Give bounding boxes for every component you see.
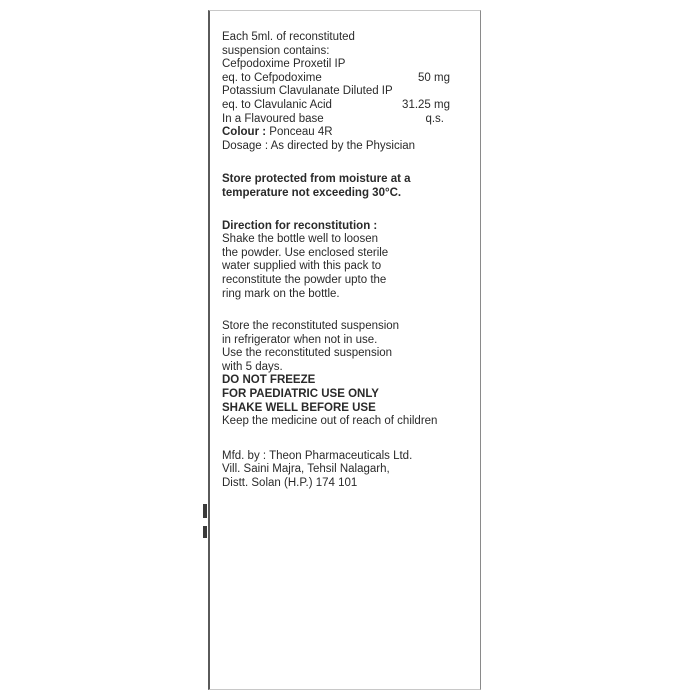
reconstitution-line: water supplied with this pack to: [222, 260, 382, 273]
reconstitution-heading: Direction for reconstitution :: [222, 219, 378, 232]
paediatric-use-warning: FOR PAEDIATRIC USE ONLY: [222, 388, 379, 401]
panel-edge-mark-lower: [203, 526, 207, 538]
ingredient-amount: [450, 85, 474, 99]
composition-section: [222, 31, 474, 126]
reconstitution-line: Shake the bottle well to loosen: [222, 233, 378, 246]
ingredient-amount: q.s.: [425, 112, 444, 125]
colour-label: Colour :: [222, 126, 267, 139]
reconstitution-line: ring mark on the bottle.: [222, 287, 340, 300]
storage-line: Store protected from moisture at a: [222, 173, 411, 186]
do-not-freeze-warning: DO NOT FREEZE: [222, 374, 316, 387]
composition-line: suspension contains:: [222, 44, 330, 57]
refrigeration-instructions: [222, 320, 474, 374]
keep-out-of-reach-notice: Keep the medicine out of reach of children: [222, 415, 438, 428]
ingredient-label: Potassium Clavulanate Diluted IP: [222, 85, 393, 98]
ingredient-label: eq. to Cefpodoxime: [222, 71, 322, 84]
composition-line: Each 5ml. of reconstituted: [222, 31, 355, 43]
manufacturer-info: [222, 450, 474, 491]
refrigeration-line: Store the reconstituted suspension: [222, 320, 400, 333]
colour-value: Ponceau 4R: [266, 126, 333, 139]
manufacturer-line: Vill. Saini Majra, Tehsil Nalagarh,: [222, 463, 390, 476]
manufacturer-line: Distt. Solan (H.P.) 174 101: [222, 477, 358, 490]
composition-row: [222, 99, 474, 113]
shake-well-warning: SHAKE WELL BEFORE USE: [222, 401, 376, 414]
composition-row: [222, 85, 474, 99]
label-text: [222, 31, 474, 491]
composition-line: Cefpodoxime Proxetil IP: [222, 58, 346, 71]
ingredient-label: In a Flavoured base: [222, 112, 324, 125]
storage-line: temperature not exceeding 30°C.: [222, 186, 402, 199]
manufacturer-line: Mfd. by : Theon Pharmaceuticals Ltd.: [222, 449, 413, 462]
dosage-line: Dosage : As directed by the Physician: [222, 139, 416, 152]
reconstitution-line: reconstitute the powder upto the: [222, 273, 387, 286]
reconstitution-directions: [222, 220, 474, 302]
ingredient-amount: 50 mg: [418, 71, 450, 84]
composition-row: [222, 72, 474, 86]
refrigeration-line: with 5 days.: [222, 360, 283, 373]
colour-line: [222, 126, 474, 140]
panel-edge-mark-upper: [203, 504, 207, 518]
reconstitution-line: the powder. Use enclosed sterile: [222, 246, 389, 259]
refrigeration-line: in refrigerator when not in use.: [222, 333, 378, 346]
ingredient-amount: 31.25 mg: [402, 98, 450, 111]
composition-row: [222, 113, 474, 127]
ingredient-label: eq. to Clavulanic Acid: [222, 98, 332, 111]
refrigeration-line: Use the reconstituted suspension: [222, 347, 393, 360]
storage-instructions: [222, 173, 474, 200]
